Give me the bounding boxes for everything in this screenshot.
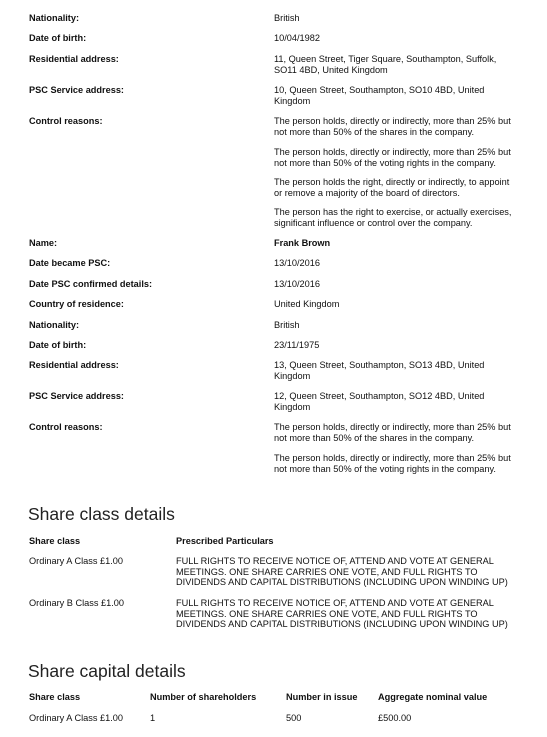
psc-name-value: Frank Brown [274, 238, 331, 248]
share-class-cell: Ordinary A Class £1.00 [29, 713, 123, 723]
control-reason: The person holds, directly or indirectly, more than 25% but not more than 50% of the voting rights in the company. [274, 147, 511, 168]
share-class-cell: Ordinary A Class £1.00 [29, 556, 123, 566]
particulars-cell: FULL RIGHTS TO RECEIVE NOTICE OF, ATTEND AND VOTE AT GENERAL MEETINGS. ONE SHARE CARRIES ONE VOTE, AND FULL RIGHTS TO DIVIDENDS AND CAPITAL DISTRIBUTIONS (INCLUDING UPON WINDING UP) [176, 598, 508, 629]
date-became-psc-value: 13/10/2016 [274, 258, 320, 268]
dob-label: Date of birth: [29, 33, 87, 43]
number-in-issue-col-header: Number in issue [286, 692, 358, 702]
control-reasons-label: Control reasons: [29, 116, 103, 126]
name-label: Name: [29, 238, 58, 248]
date-became-psc-label: Date became PSC: [29, 258, 111, 268]
nationality-label: Nationality: [29, 13, 80, 23]
share-class-cell: Ordinary B Class £1.00 [29, 598, 124, 608]
dob-value: 23/11/1975 [274, 340, 320, 350]
shareholders-cell: 1 [150, 713, 156, 723]
residential-address-value: 11, Queen Street, Tiger Square, Southampton, Suffolk, SO11 4BD, United Kingdom [274, 54, 497, 75]
control-reason: The person holds, directly or indirectly, more than 25% but not more than 50% of the voting rights in the company. [274, 453, 511, 474]
aggregate-nominal-value-col-header: Aggregate nominal value [378, 692, 488, 702]
nationality-label: Nationality: [29, 320, 80, 330]
share-class-col-header: Share class [29, 536, 81, 546]
number-of-shareholders-col-header: Number of shareholders [150, 692, 257, 702]
control-reason: The person holds, directly or indirectly, more than 25% but not more than 50% of the shares in the company. [274, 422, 511, 443]
control-reason: The person holds, directly or indirectly, more than 25% but not more than 50% of the shares in the company. [274, 116, 511, 137]
nominal-value-cell: £500.00 [378, 713, 412, 723]
dob-label: Date of birth: [29, 340, 87, 350]
country-label: Country of residence: [29, 299, 124, 309]
control-reason: The person has the right to exercise, or actually exercises, significant influence or control over the company. [274, 207, 512, 228]
residential-address-label: Residential address: [29, 54, 119, 64]
control-reasons-label: Control reasons: [29, 422, 103, 432]
service-address-value: 10, Queen Street, Southampton, SO10 4BD, United Kingdom [274, 85, 485, 106]
share-class-details-title: Share class details [28, 504, 175, 524]
service-address-label: PSC Service address: [29, 391, 124, 401]
particulars-cell: FULL RIGHTS TO RECEIVE NOTICE OF, ATTEND AND VOTE AT GENERAL MEETINGS. ONE SHARE CARRIES ONE VOTE, AND FULL RIGHTS TO DIVIDENDS AND CAPITAL DISTRIBUTIONS (INCLUDING UPON WINDING UP) [176, 556, 508, 587]
service-address-label: PSC Service address: [29, 85, 124, 95]
nationality-value: British [274, 13, 300, 23]
service-address-value: 12, Queen Street, Southampton, SO12 4BD, United Kingdom [274, 391, 485, 412]
control-reason: The person holds the right, directly or indirectly, to appoint or remove a majority of the board of directors. [274, 177, 510, 198]
nationality-value: British [274, 320, 300, 330]
residential-address-label: Residential address: [29, 360, 119, 370]
issue-cell: 500 [286, 713, 302, 723]
prescribed-particulars-col-header: Prescribed Particulars [176, 536, 274, 546]
country-value: United Kingdom [274, 299, 340, 309]
date-confirmed-value: 13/10/2016 [274, 279, 320, 289]
residential-address-value: 13, Queen Street, Southampton, SO13 4BD, United Kingdom [274, 360, 485, 381]
share-capital-details-title: Share capital details [28, 661, 186, 681]
date-confirmed-label: Date PSC confirmed details: [29, 279, 153, 289]
share-class-col-header: Share class [29, 692, 81, 702]
dob-value: 10/04/1982 [274, 33, 320, 43]
